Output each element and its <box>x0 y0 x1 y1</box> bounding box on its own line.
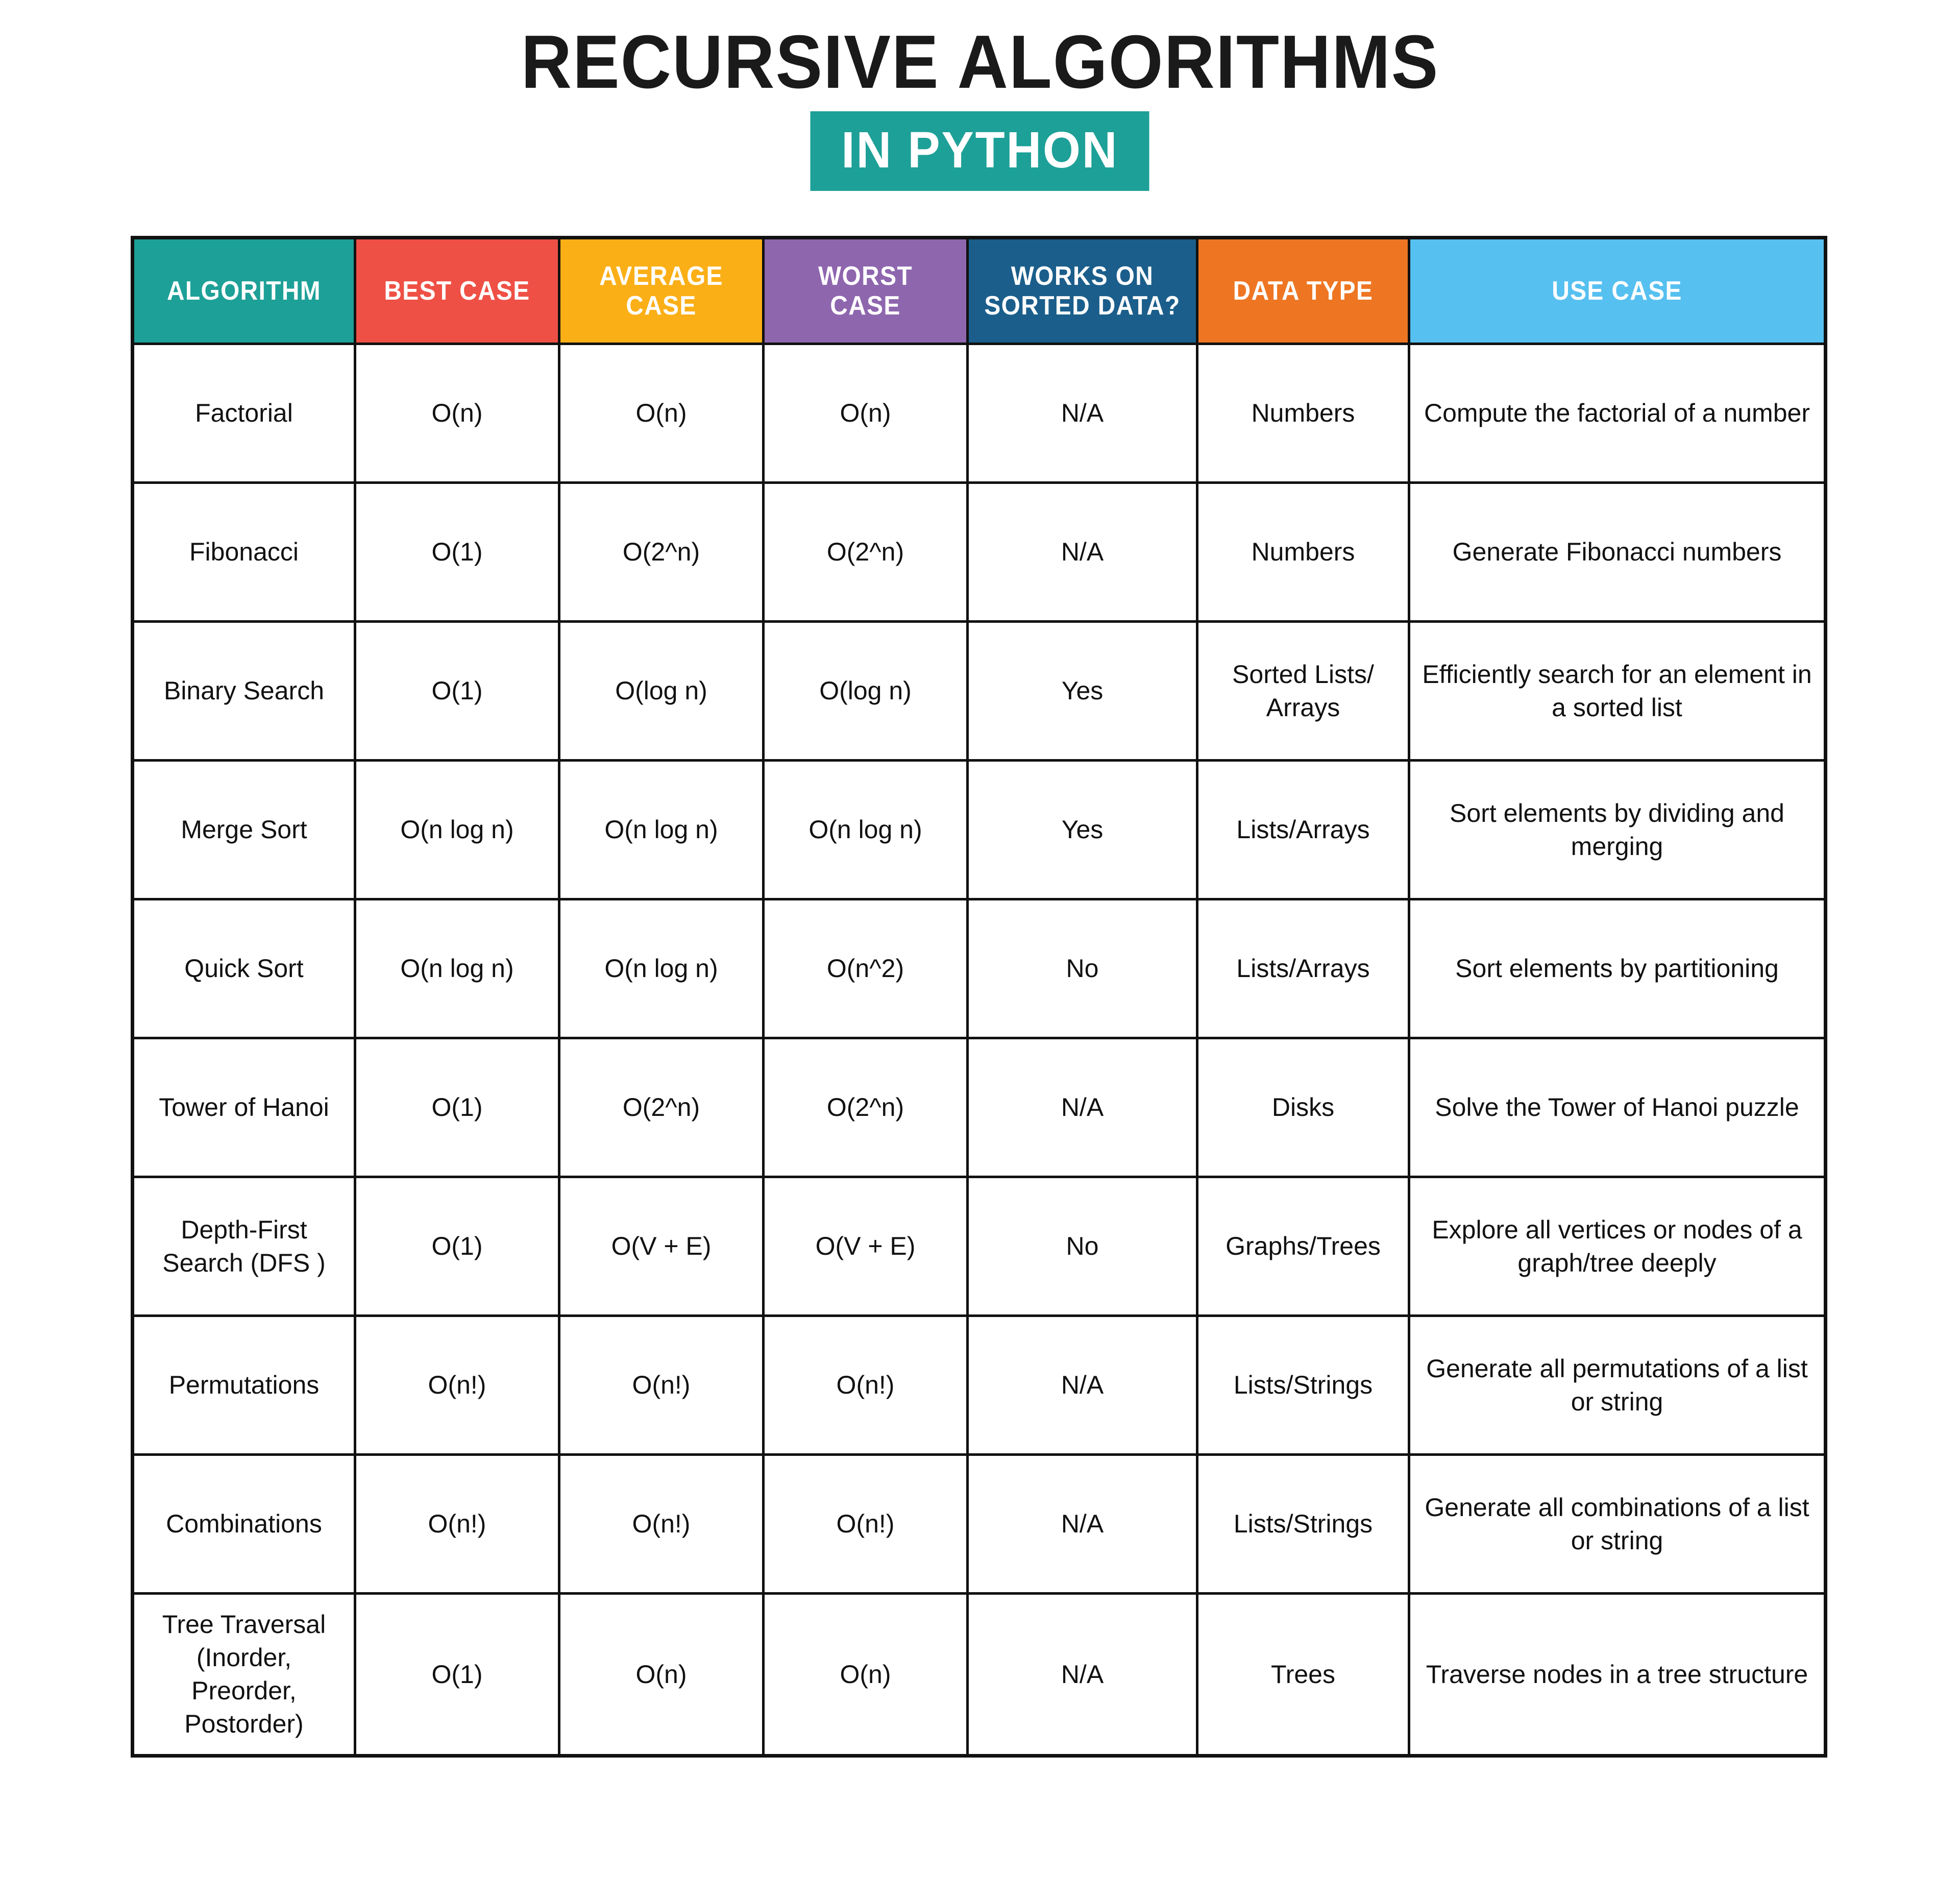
cell-worst-case: O(n^2) <box>764 899 968 1038</box>
table-row <box>133 483 1826 622</box>
column-header-worst-case-label-line2: CASE <box>830 291 901 321</box>
cell-worst-case: O(n!) <box>764 1455 968 1594</box>
cell-average-case: O(log n) <box>559 622 764 761</box>
table-row <box>133 1316 1826 1455</box>
cell-average-case: O(n) <box>559 344 764 483</box>
cell-worst-case: O(2^n) <box>764 1038 968 1177</box>
cell-data-type: Lists/Strings <box>1197 1455 1409 1594</box>
cell-data-type: Lists/Arrays <box>1197 899 1409 1038</box>
cell-data-type: Numbers <box>1197 344 1409 483</box>
column-header-works-on-sorted-data[interactable] <box>968 238 1197 344</box>
column-header-algorithm-label: ALGORITHM <box>166 276 322 306</box>
table-row <box>133 1177 1826 1316</box>
cell-average-case: O(2^n) <box>559 483 764 622</box>
cell-use-case: Solve the Tower of Hanoi puzzle <box>1409 1038 1826 1177</box>
cell-best-case: O(1) <box>355 483 559 622</box>
column-header-worst-case[interactable] <box>764 238 968 344</box>
table-row <box>133 622 1826 761</box>
cell-algorithm: Merge Sort <box>133 761 355 899</box>
cell-average-case: O(2^n) <box>559 1038 764 1177</box>
cell-worst-case: O(n!) <box>764 1316 968 1455</box>
cell-best-case: O(n!) <box>355 1316 559 1455</box>
cell-use-case: Efficiently search for an element in a sorted list <box>1409 622 1826 761</box>
recursive-algorithms-table <box>131 236 1827 1758</box>
cell-works-on-sorted: Yes <box>968 622 1197 761</box>
cell-algorithm: Quick Sort <box>133 899 355 1038</box>
cell-use-case: Generate Fibonacci numbers <box>1409 483 1826 622</box>
cell-data-type: Disks <box>1197 1038 1409 1177</box>
cell-best-case: O(n log n) <box>355 899 559 1038</box>
cell-works-on-sorted: N/A <box>968 1594 1197 1756</box>
cell-works-on-sorted: N/A <box>968 344 1197 483</box>
cell-use-case: Explore all vertices or nodes of a graph/tree deeply <box>1409 1177 1826 1316</box>
cell-worst-case: O(2^n) <box>764 483 968 622</box>
title-block <box>0 0 1960 191</box>
cell-algorithm: Factorial <box>133 344 355 483</box>
cell-works-on-sorted: No <box>968 899 1197 1038</box>
cell-data-type: Trees <box>1197 1594 1409 1756</box>
table-row <box>133 1455 1826 1594</box>
cell-average-case: O(n log n) <box>559 899 764 1038</box>
cell-worst-case: O(n log n) <box>764 761 968 899</box>
cell-best-case: O(n!) <box>355 1455 559 1594</box>
cell-algorithm: Depth-First Search (DFS ) <box>133 1177 355 1316</box>
cell-works-on-sorted: N/A <box>968 483 1197 622</box>
cell-use-case: Generate all combinations of a list or string <box>1409 1455 1826 1594</box>
column-header-works-on-sorted-data-label-line2: SORTED DATA? <box>984 291 1181 321</box>
cell-average-case: O(n) <box>559 1594 764 1756</box>
column-header-average-case[interactable] <box>559 238 764 344</box>
comparison-table-wrapper <box>131 236 1824 1758</box>
cell-algorithm: Binary Search <box>133 622 355 761</box>
cell-best-case: O(n) <box>355 344 559 483</box>
column-header-use-case[interactable] <box>1409 238 1826 344</box>
cell-works-on-sorted: N/A <box>968 1316 1197 1455</box>
column-header-algorithm[interactable] <box>133 238 355 344</box>
cell-use-case: Generate all permutations of a list or string <box>1409 1316 1826 1455</box>
table-header <box>133 238 1826 344</box>
cell-worst-case: O(V + E) <box>764 1177 968 1316</box>
cell-algorithm: Tree Traversal (Inorder, Preorder, Postorder) <box>133 1594 355 1756</box>
page-title: RECURSIVE ALGORITHMS <box>521 20 1439 104</box>
cell-algorithm: Combinations <box>133 1455 355 1594</box>
column-header-use-case-label: USE CASE <box>1552 276 1682 306</box>
table-row <box>133 761 1826 899</box>
column-header-best-case-label: BEST CASE <box>384 276 530 306</box>
cell-algorithm: Fibonacci <box>133 483 355 622</box>
cell-best-case: O(n log n) <box>355 761 559 899</box>
cell-best-case: O(1) <box>355 622 559 761</box>
cell-worst-case: O(n) <box>764 344 968 483</box>
cell-works-on-sorted: N/A <box>968 1038 1197 1177</box>
column-header-average-case-label-line2: CASE <box>626 291 697 321</box>
column-header-data-type[interactable] <box>1197 238 1409 344</box>
cell-best-case: O(1) <box>355 1594 559 1756</box>
column-header-best-case[interactable] <box>355 238 559 344</box>
column-header-data-type-label: DATA TYPE <box>1233 276 1374 306</box>
cell-works-on-sorted: Yes <box>968 761 1197 899</box>
table-row <box>133 1594 1826 1756</box>
cell-use-case: Sort elements by partitioning <box>1409 899 1826 1038</box>
cell-best-case: O(1) <box>355 1177 559 1316</box>
cell-use-case: Sort elements by dividing and merging <box>1409 761 1826 899</box>
subtitle-banner: IN PYTHON <box>811 111 1150 191</box>
cell-data-type: Lists/Arrays <box>1197 761 1409 899</box>
table-body <box>133 344 1826 1756</box>
table-row <box>133 899 1826 1038</box>
cell-algorithm: Tower of Hanoi <box>133 1038 355 1177</box>
cell-data-type: Numbers <box>1197 483 1409 622</box>
cell-average-case: O(V + E) <box>559 1177 764 1316</box>
cell-works-on-sorted: N/A <box>968 1455 1197 1594</box>
cell-worst-case: O(log n) <box>764 622 968 761</box>
table-row <box>133 344 1826 483</box>
cell-worst-case: O(n) <box>764 1594 968 1756</box>
cell-data-type: Graphs/Trees <box>1197 1177 1409 1316</box>
column-header-worst-case-label-line1: WORST <box>818 261 913 291</box>
cell-works-on-sorted: No <box>968 1177 1197 1316</box>
cell-best-case: O(1) <box>355 1038 559 1177</box>
cell-algorithm: Permutations <box>133 1316 355 1455</box>
cell-average-case: O(n log n) <box>559 761 764 899</box>
cell-average-case: O(n!) <box>559 1316 764 1455</box>
table-header-row <box>133 238 1826 344</box>
cell-average-case: O(n!) <box>559 1455 764 1594</box>
cell-data-type: Lists/Strings <box>1197 1316 1409 1455</box>
column-header-works-on-sorted-data-label-line1: WORKS ON <box>1011 261 1154 291</box>
cell-use-case: Traverse nodes in a tree structure <box>1409 1594 1826 1756</box>
cell-data-type: Sorted Lists/ Arrays <box>1197 622 1409 761</box>
cell-use-case: Compute the factorial of a number <box>1409 344 1826 483</box>
table-row <box>133 1038 1826 1177</box>
column-header-average-case-label-line1: AVERAGE <box>599 261 723 291</box>
